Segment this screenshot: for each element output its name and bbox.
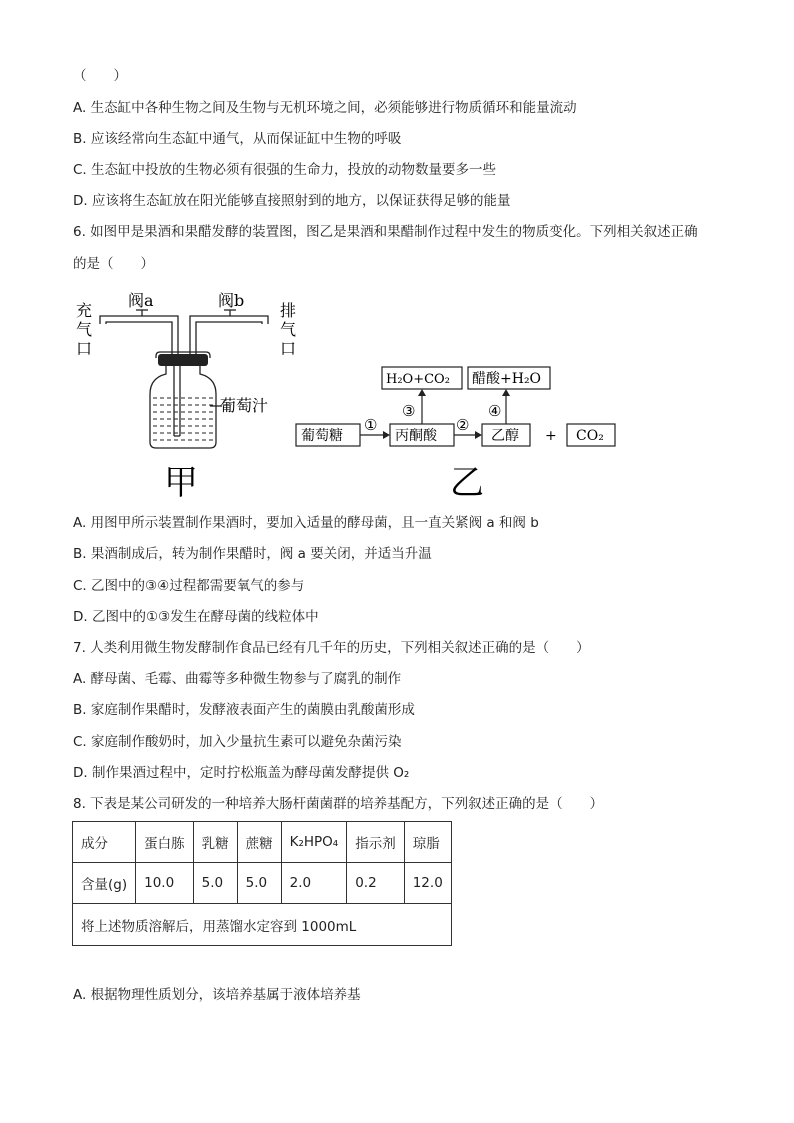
table-cell: 2.0 — [281, 863, 347, 904]
table-row — [73, 863, 452, 904]
inlet-char-1: 充 — [76, 301, 93, 320]
co2-box: CO₂ — [576, 428, 604, 444]
step-3-label: ③ — [402, 402, 416, 420]
q8-stem: 8. 下表是某公司研发的一种培养大肠杆菌菌群的培养基配方，下列叙述正确的是（ ） — [73, 796, 604, 812]
table-cell: 5.0 — [237, 863, 281, 904]
figure-jia-apparatus — [70, 286, 310, 506]
q6-option-d: D. 乙图中的①③发生在酵母菌的线粒体中 — [73, 609, 319, 625]
step-1-label: ① — [364, 416, 378, 434]
table-cell: 10.0 — [136, 863, 194, 904]
q7-option-b: B. 家庭制作果醋时，发酵液表面产生的菌膜由乳酸菌形成 — [73, 702, 415, 718]
q6-option-c: C. 乙图中的③④过程都需要氧气的参与 — [73, 578, 305, 594]
step-2-label: ② — [456, 416, 470, 434]
q6-stem-line1: 6. 如图甲是果酒和果醋发酵的装置图，图乙是果酒和果醋制作过程中发生的物质变化。下列相关叙述正确 — [73, 224, 698, 240]
plus-sign: + — [545, 428, 557, 444]
q5-option-d: D. 应该将生态缸放在阳光能够直接照射到的地方，以保证获得足够的能量 — [73, 193, 511, 209]
q7-stem: 7. 人类利用微生物发酵制作食品已经有几千年的历史，下列相关叙述正确的是（ ） — [73, 640, 590, 656]
figure-yi-label: 乙 — [450, 463, 484, 503]
valve-a-label: 阀a — [128, 291, 154, 310]
table-cell: 5.0 — [193, 863, 237, 904]
h2o-co2-box: H₂O+CO₂ — [386, 372, 450, 387]
glucose-box: 葡萄糖 — [301, 428, 343, 444]
table-cell: K₂HPO₄ — [281, 822, 347, 863]
ethanol-box: 乙醇 — [491, 428, 519, 444]
q7-option-c: C. 家庭制作酸奶时，加入少量抗生素可以避免杂菌污染 — [73, 734, 402, 750]
valve-b-label: 阀b — [218, 291, 245, 310]
table-note-row — [73, 904, 452, 946]
table-cell: 蔗糖 — [237, 822, 281, 863]
table-cell: 0.2 — [347, 863, 405, 904]
q5-option-b: B. 应该经常向生态缸中通气，从而保证缸中生物的呼吸 — [73, 131, 402, 147]
q7-option-a: A. 酵母菌、毛霉、曲霉等多种微生物参与了腐乳的制作 — [73, 671, 402, 687]
figure-jia-label: 甲 — [164, 463, 198, 503]
q7-option-d: D. 制作果酒过程中，定时拧松瓶盖为酵母菌发酵提供 O₂ — [73, 765, 410, 781]
grape-juice-label: 葡萄汁 — [220, 396, 269, 415]
q5-option-c: C. 生态缸中投放的生物必须有很强的生命力，投放的动物数量要多一些 — [73, 162, 497, 178]
table-cell: 成分 — [73, 822, 136, 863]
pyruvate-box: 丙酮酸 — [395, 428, 437, 444]
figure-yi-pathway — [292, 360, 622, 506]
q5-stem-tail: （ ） — [73, 68, 127, 84]
q6-option-a: A. 用图甲所示装置制作果酒时，要加入适量的酵母菌，且一直关紧阀 a 和阀 b — [73, 515, 539, 531]
q6-option-b: B. 果酒制成后，转为制作果醋时，阀 a 要关闭，并适当升温 — [73, 546, 432, 562]
table-cell: 乳糖 — [193, 822, 237, 863]
table-cell: 蛋白胨 — [136, 822, 194, 863]
outlet-char-3: 口 — [280, 339, 297, 358]
acetic-acid-box: 醋酸+H₂O — [472, 371, 542, 387]
table-cell: 12.0 — [404, 863, 451, 904]
outlet-char-1: 排 — [280, 301, 297, 320]
q8-option-a: A. 根据物理性质划分，该培养基属于液体培养基 — [73, 987, 361, 1003]
inlet-char-3: 口 — [76, 339, 93, 358]
culture-medium-table — [72, 821, 452, 946]
table-note: 将上述物质溶解后，用蒸馏水定容到 1000mL — [73, 904, 452, 946]
table-cell: 琼脂 — [404, 822, 451, 863]
table-header-row — [73, 822, 452, 863]
q5-option-a: A. 生态缸中各种生物之间及生物与无机环境之间，必须能够进行物质循环和能量流动 — [73, 100, 577, 116]
table-cell: 含量(g) — [73, 863, 136, 904]
q6-stem-line2: 的是（ ） — [73, 256, 154, 272]
inlet-char-2: 气 — [76, 320, 93, 339]
table-cell: 指示剂 — [347, 822, 405, 863]
outlet-char-2: 气 — [280, 320, 297, 339]
step-4-label: ④ — [488, 402, 502, 420]
